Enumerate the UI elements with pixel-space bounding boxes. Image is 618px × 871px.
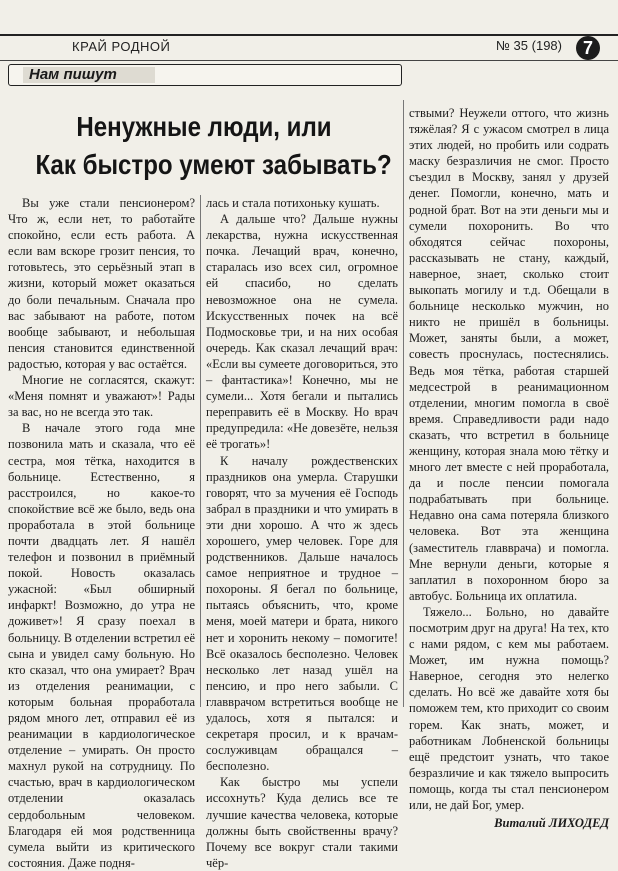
column-divider-1 (200, 195, 201, 707)
author-signature: Виталий ЛИХОДЕД (494, 816, 609, 831)
header-top-rule (0, 34, 618, 36)
article-column-1 (8, 195, 195, 870)
paragraph: А дальше что? Дальше нужны лекарства, нужна искусственная почка. Лечащий врач, конечно, старалась изо всех сил, огромное ей спасибо, но сделать невозможное она не сумела. Искусственных почек на всё Подмосковье три, и на них особая очередь. Как сказал лечащий врач: «Если вы сумеете договориться, это – фантастика»! Конечно, мы не сумели... Хотя бегали и пытались переправить её в Москву. Но врач предупредила: «Не довезёте, нельзя её трогать»! (206, 212, 398, 452)
rubric-label: Нам пишут (29, 66, 117, 83)
paragraph: лась и стала потихоньку кушать. (206, 196, 380, 210)
paragraph: Многие не согласятся, скажут: «Меня помнят и уважают»! Рады за вас, но не всегда это так. (8, 373, 195, 420)
headline-line-1: Ненужные люди, или (76, 111, 332, 142)
newspaper-name: КРАЙ РОДНОЙ (72, 39, 171, 54)
newspaper-header (0, 0, 618, 62)
page-number-badge: 7 (576, 36, 600, 60)
headline-line-2: Как быстро умеют забывать? (35, 149, 392, 180)
article-column-3 (409, 105, 609, 831)
paragraph: ствыми? Неужели оттого, что жизнь тяжёлая? Я с ужасом смотрел в лица этих людей, но пробить или содрать маску безразличия не смог. Просто съездил в Москву, занял у друзей денег. Помогли, конечно, мать и родной брат. Вот на эти деньги мы и сумели похоронить. Во что обходятся сейчас похороны, рассказывать не стану, каждый, наверное, знает, сколько стоит выкопать могилу и т.д. Обещали в больнице несколько мужчин, но никто не пришёл в больницы. Может, заняты были, а может, совесть проснулась, постеснялись. Ведь моя тётка, работая старшей медсестрой в реанимационном отделении, многим помогла в своё время. Справедливости ради надо сказать, что встретил в больнице женщину, которая знала мою тётку и много лет вместе с ней проработала, да и после пенсии помогала подрабатывать при больнице. Недавно она сама потеряла близкого человека. Вот эта женщина (заместитель главврача) и помогла. Мне вернули деньги, которые я заплатил в похоронном бюро за автобус. Больница их оплатила. (409, 106, 609, 603)
article-headline (35, 108, 392, 184)
column-divider-2 (403, 100, 404, 707)
paragraph: Как быстро мы успели иссохнуть? Куда делись все те лучшие качества человека, которые должны быть свойственны врачу? Почему все вокруг стали такими чёр- (206, 775, 398, 870)
paragraph: Вы уже стали пенсионером? Что ж, если нет, то работайте спокойно, если есть работа. А если вам вскоре грозит пенсия, то готовьтесь, это серьёзный этап в жизни, который может оказаться до боли печальным. Сначала про вас забывают на работе, потом вообще забывают, и небольшая пенсия становится единственной радостью, которая у вас остаётся. (8, 196, 195, 371)
article-column-2 (206, 195, 398, 870)
issue-number: № 35 (198) (496, 38, 562, 53)
header-bottom-rule (0, 60, 618, 61)
rubric-box (8, 64, 402, 86)
paragraph: К началу рождественских праздников она умерла. Старушки говорят, что за мучения её Господь забрал в праздники и что умирать в эти дни хорошо. А что ж здесь хорошего, умер человек. Горе для родственников. Дальше началось самое неприятное и трудное – похороны. Я бегал по больнице, пытаясь объяснить, что, кроме меня, моей матери и брата, никого нет и хоронить некому – помогите! Всё оказалось бесполезно. Человек несколько лет назад ушёл на пенсию, и про него забыли. С главврачом встретиться вообще не удалось, хотя я пытался: и секретаря просил, и к врачам-сослуживцам обращался – бесполезно. (206, 453, 398, 774)
paragraph: Тяжело... Больно, но давайте посмотрим друг на друга! На тех, кто с нами рядом, с кем мы работаем. Может, им нужна помощь? Наверное, сегодня это нелегко сделать. Но всё же давайте хотя бы поможем тем, кто приходит со своим горем. Как знать, может, и работникам Лобненской больницы ещё предстоит узнать, что такое безразличие и как тяжело выпросить помощь, когда ты стал пенсионером или, не дай Бог, умер. (409, 604, 609, 813)
paragraph: В начале этого года мне позвонила мать и сказала, что её сестра, моя тётка, находится в больнице. Естественно, я расстроился, но какое-то спокойствие всё же было, ведь она проработала в этой больнице почти двадцать лет. Я нашёл телефон и позвонил в приёмный покой. Новость оказалась ужасной: «Был обширный инфаркт! Возможно, до утра не доживет»! Я сразу поехал в больницу. В отделении встретил её сына и увидел саму больную. Но кто сказал, что она умирает? Врач из отделения реанимации, с которым больная проработала рядом много лет, отправил её из реанимации в кардиологическое отделение – умирать. Он просто махнул рукой на сотрудницу. По счастью, врач в кардиологическом отделении оказалась сердобольным человеком. Благодаря ей моя родственница сумела выйти из критического состояния. Даже подня- (8, 421, 195, 870)
